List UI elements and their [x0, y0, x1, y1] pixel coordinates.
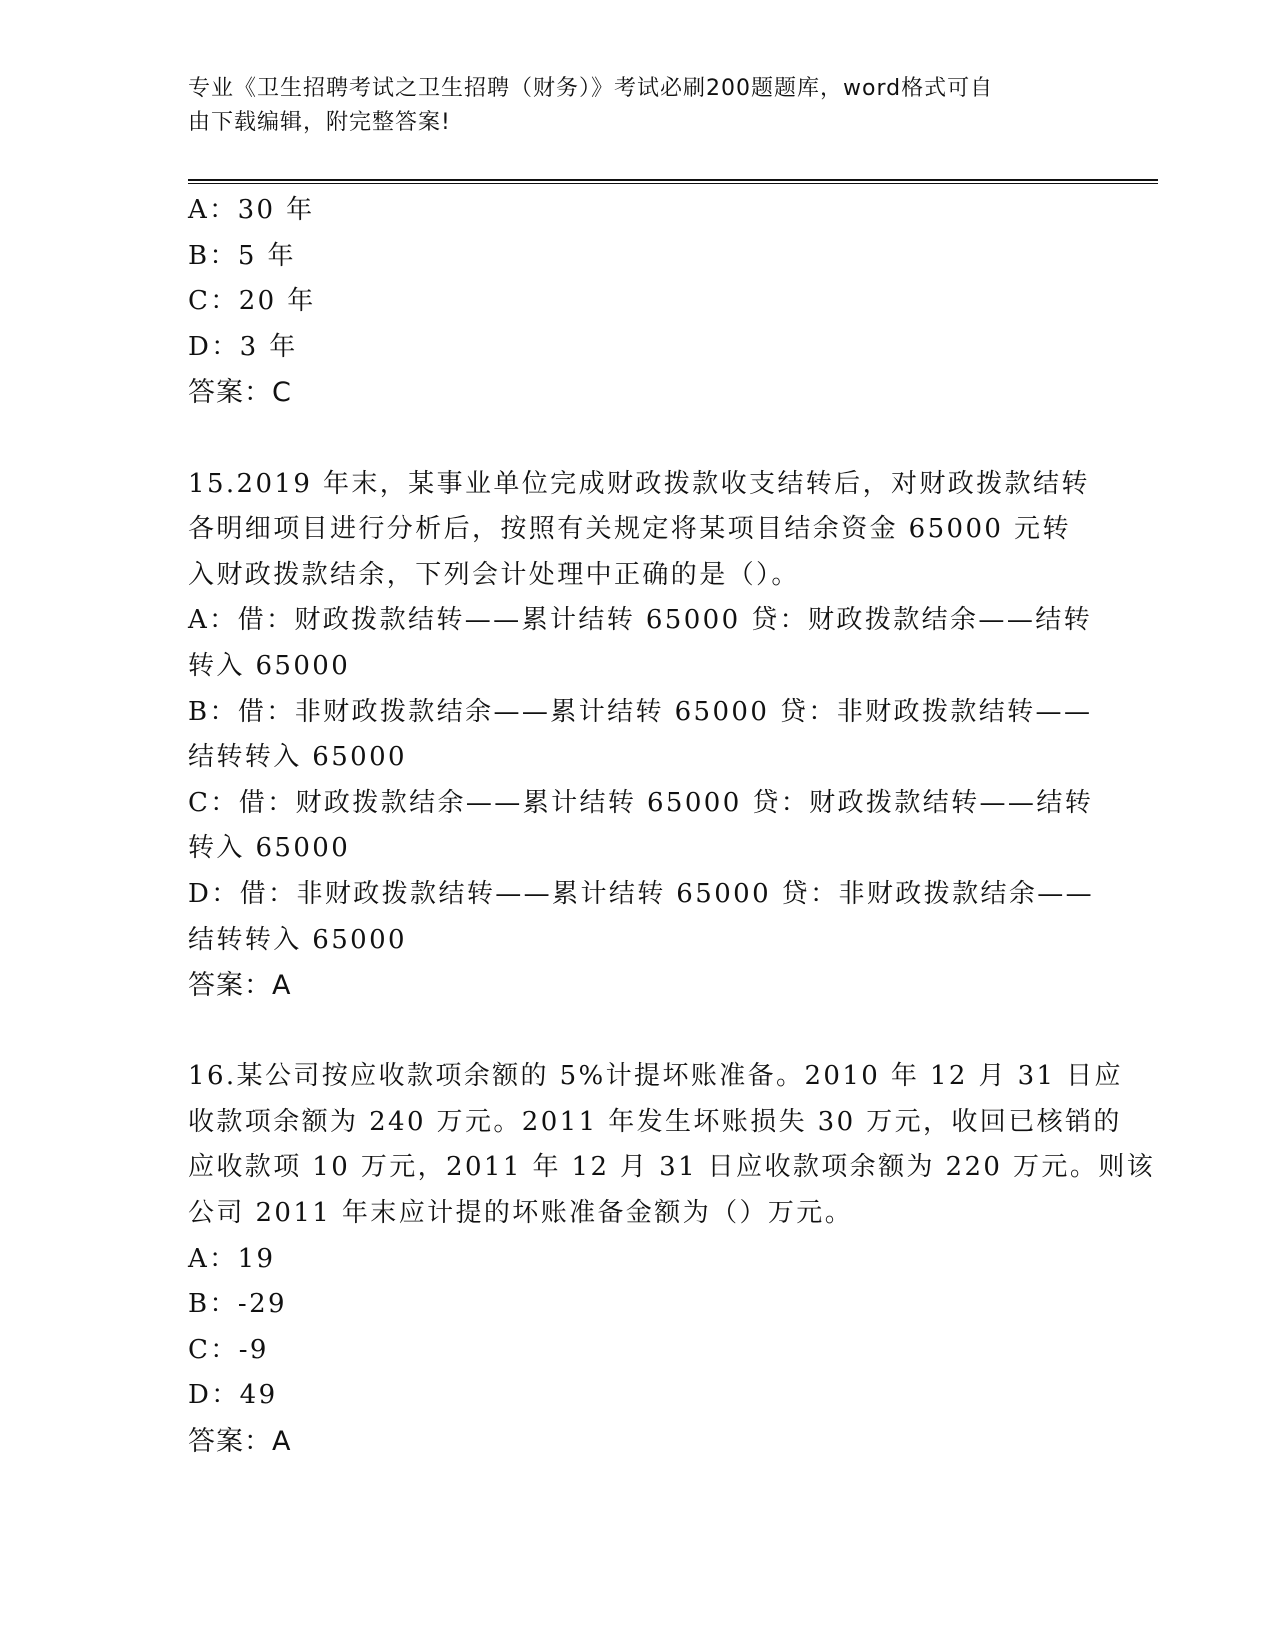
option-d: D：49 — [188, 1380, 278, 1411]
answer-line: 答案：A — [188, 970, 292, 1002]
question-stem-line: 15.2019 年末，某事业单位完成财政拨款收支结转后，对财政拨款结转 — [188, 468, 1090, 499]
question-14-tail — [188, 188, 1088, 416]
document-header — [188, 72, 1068, 140]
question-stem-line: 16.某公司按应收款项余额的 5%计提坏账准备。2010 年 12 月 31 日应 — [188, 1061, 1123, 1092]
option-d: D：借：非财政拨款结转——累计结转 65000 贷：非财政拨款结余—— — [188, 878, 1095, 909]
question-16 — [188, 1054, 1156, 1464]
option-c-cont: 转入 65000 — [188, 833, 351, 864]
option-d: D：3 年 — [188, 331, 298, 362]
question-stem-line: 入财政拨款结余，下列会计处理中正确的是（）。 — [188, 559, 800, 590]
option-a-cont: 转入 65000 — [188, 650, 351, 681]
option-c: C：20 年 — [188, 286, 316, 317]
option-c: C：-9 — [188, 1334, 269, 1365]
option-a: A：19 — [188, 1243, 276, 1274]
option-b: B：-29 — [188, 1289, 287, 1320]
option-b: B：5 年 — [188, 240, 296, 271]
option-b: B：借：非财政拨款结余——累计结转 65000 贷：非财政拨款结转—— — [188, 696, 1093, 727]
question-stem-line: 收款项余额为 240 万元。2011 年发生坏账损失 30 万元，收回已核销的 — [188, 1106, 1122, 1137]
option-c: C：借：财政拨款结余——累计结转 65000 贷：财政拨款结转——结转 — [188, 787, 1094, 818]
header-rule-thick — [188, 179, 1158, 181]
answer-line: 答案：A — [188, 1426, 292, 1458]
question-stem-line: 各明细项目进行分析后，按照有关规定将某项目结余资金 65000 元转 — [188, 514, 1071, 545]
option-a: A：借：财政拨款结转——累计结转 65000 贷：财政拨款结余——结转 — [188, 605, 1093, 636]
question-stem-line: 应收款项 10 万元，2011 年 12 月 31 日应收款项余额为 220 万元。则该 — [188, 1152, 1156, 1183]
spacer — [188, 416, 1088, 462]
option-a: A：30 年 — [188, 195, 315, 225]
answer-line: 答案：C — [188, 377, 292, 409]
header-rule-thin — [188, 183, 1158, 184]
option-d-cont: 结转转入 65000 — [188, 924, 407, 955]
question-stem-line: 公司 2011 年末应计提的坏账准备金额为（）万元。 — [188, 1198, 854, 1229]
header-line: 专业《卫生招聘考试之卫生招聘（财务）》考试必刷200题题库，word格式可自 — [188, 76, 994, 101]
question-15 — [188, 462, 1095, 1009]
question-content — [188, 188, 1156, 1465]
spacer — [188, 1009, 1088, 1055]
option-b-cont: 结转转入 65000 — [188, 742, 407, 773]
header-line: 由下载编辑，附完整答案! — [188, 110, 451, 135]
